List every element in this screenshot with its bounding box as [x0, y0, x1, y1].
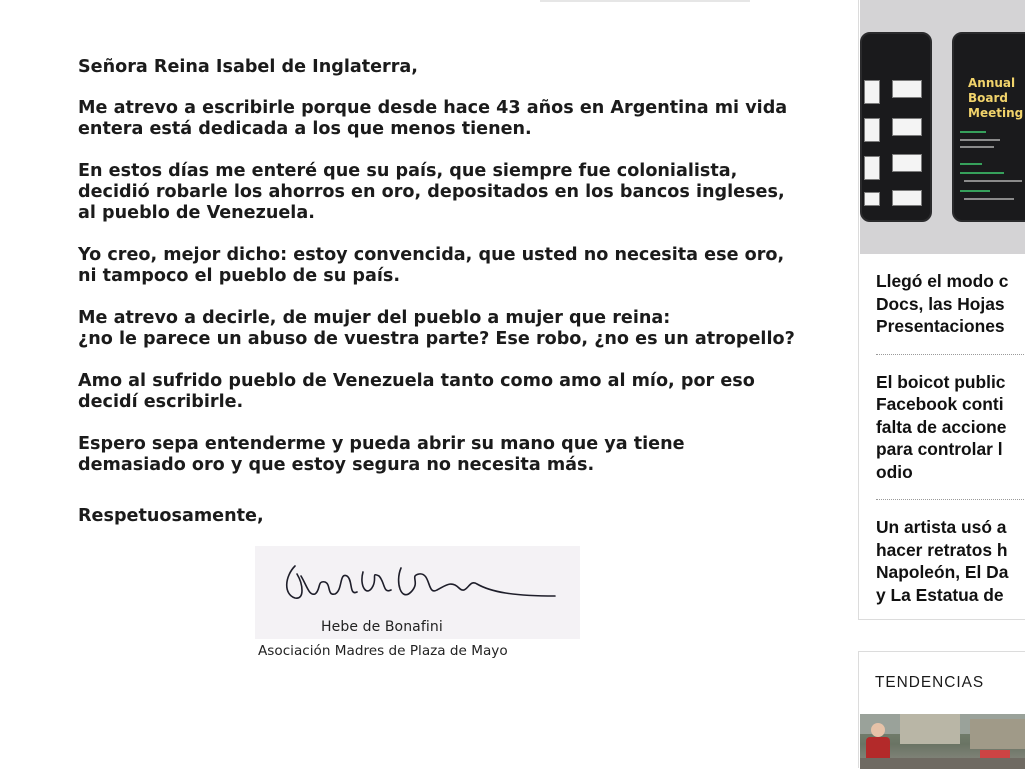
top-divider: [540, 0, 750, 2]
doc-line: [960, 131, 986, 133]
letter-paragraph: Yo creo, mejor dicho: estoy convencida, que usted no necesita ese oro, ni tampoco el pueblo de su país.: [78, 245, 785, 286]
article-link[interactable]: Llegó el modo c Docs, las Hojas Presentaciones: [876, 271, 1009, 336]
street-scene: [860, 714, 1025, 769]
article-link[interactable]: Un artista usó a hacer retratos h Napoleón, El Da y La Estatua de: [876, 517, 1009, 605]
slide-thumb: [864, 192, 880, 206]
signer-organization: Asociación Madres de Plaza de Mayo: [258, 643, 508, 659]
slide-thumb: [864, 118, 880, 142]
letter-paragraph: Espero sepa entenderme y pueda abrir su mano que ya tiene demasiado oro y que estoy segura no necesita más.: [78, 434, 685, 475]
tablet-device: [860, 32, 932, 222]
letter-closing: Respetuosamente,: [78, 506, 264, 526]
tablet-device: [952, 32, 1025, 222]
slide-thumb: [892, 80, 922, 98]
slide-thumb: [864, 80, 880, 104]
thumbnail-title: Annual Board Meeting: [968, 76, 1024, 120]
letter-paragraph: En estos días me enteré que su país, que siempre fue colonialista, decidió robarle los ahorros en oro, depositados en los bancos ingleses, al pueblo de Venezuela.: [78, 161, 785, 223]
article-thumbnail[interactable]: [860, 0, 1025, 254]
article-list: [876, 270, 1025, 606]
trending-card: [858, 651, 1025, 768]
doc-line: [960, 172, 1004, 174]
doc-line: [964, 198, 1014, 200]
trending-heading: TENDENCIAS: [875, 674, 985, 691]
article-divider: [876, 499, 1025, 500]
doc-line: [960, 163, 982, 165]
slide-thumb: [864, 156, 880, 180]
slide-thumb: [892, 118, 922, 136]
article-divider: [876, 354, 1025, 355]
doc-line: [960, 190, 990, 192]
letter-paragraph: Me atrevo a escribirle porque desde hace 43 años en Argentina mi vida entera está dedicada a los que menos tienen.: [78, 98, 788, 139]
doc-line: [960, 146, 994, 148]
letter-paragraph: Me atrevo a decirle, de mujer del pueblo a mujer que reina: ¿no le parece un abuso de vuestra parte? Ese robo, ¿no es un atropello?: [78, 308, 795, 349]
letter-body: [78, 57, 808, 548]
slide-thumb: [892, 154, 922, 172]
trending-thumbnail[interactable]: [860, 714, 1025, 769]
letter-paragraph: Amo al sufrido pueblo de Venezuela tanto como amo al mío, por eso decidí escribirle.: [78, 371, 755, 412]
doc-line: [960, 139, 1000, 141]
doc-line: [964, 180, 1022, 182]
signer-name: Hebe de Bonafini: [321, 619, 443, 635]
sidebar: [858, 0, 1025, 768]
article-link[interactable]: El boicot public Facebook conti falta de accione para controlar l odio: [876, 371, 1007, 482]
slide-thumb: [892, 190, 922, 206]
letter-salutation: Señora Reina Isabel de Inglaterra,: [78, 57, 418, 77]
news-card: [858, 0, 1025, 620]
